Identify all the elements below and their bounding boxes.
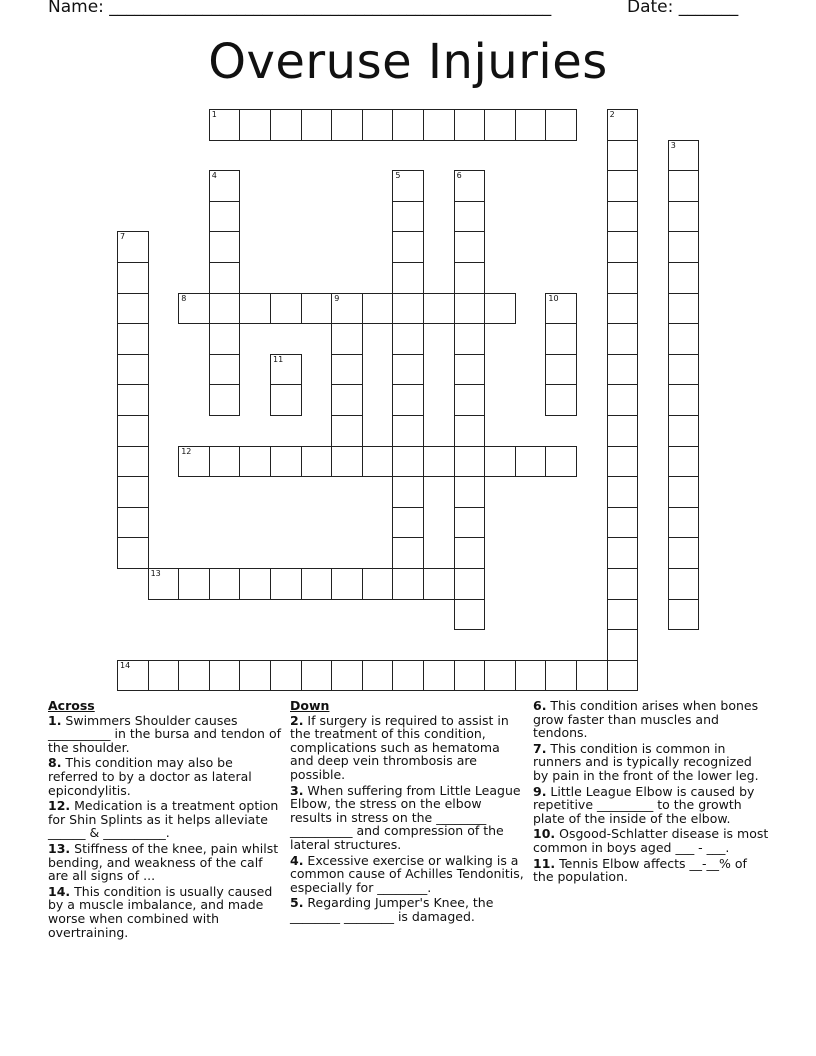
grid-cell[interactable] — [331, 568, 363, 600]
grid-cell[interactable] — [607, 170, 639, 202]
grid-cell[interactable] — [454, 446, 486, 478]
grid-cell[interactable] — [607, 231, 639, 263]
clues-across — [48, 699, 284, 941]
grid-cell[interactable] — [668, 140, 700, 172]
grid-cell[interactable] — [607, 354, 639, 386]
grid-cell[interactable] — [454, 323, 486, 355]
grid-cell[interactable] — [484, 109, 516, 141]
grid-cell[interactable] — [545, 660, 577, 692]
grid-cell[interactable] — [301, 293, 333, 325]
grid-cell[interactable] — [331, 660, 363, 692]
grid-cell[interactable] — [148, 660, 180, 692]
clue-number-label: 7. — [533, 740, 547, 756]
grid-cell[interactable] — [392, 323, 424, 355]
clue-number-label: 6. — [533, 698, 547, 713]
grid-cell[interactable] — [209, 660, 241, 692]
grid-cell[interactable] — [454, 293, 486, 325]
grid-cell[interactable] — [239, 660, 271, 692]
clue-text: If surgery is required to assist in the treatment of this condition, complications such as hematoma and deep vein thrombosis are possible. — [290, 712, 509, 782]
grid-cell[interactable] — [668, 415, 700, 447]
grid-cell[interactable] — [301, 446, 333, 478]
grid-cell[interactable] — [392, 660, 424, 692]
grid-cell[interactable] — [484, 446, 516, 478]
grid-cell[interactable] — [668, 384, 700, 416]
grid-cell[interactable] — [362, 660, 394, 692]
grid-cell[interactable] — [117, 384, 149, 416]
grid-cell[interactable] — [668, 323, 700, 355]
clue-number-label: 5. — [290, 895, 304, 911]
grid-cell[interactable] — [607, 599, 639, 631]
clue-number: 14 — [120, 660, 131, 670]
name-field[interactable]: Name: ____________________________________________________ — [48, 0, 552, 17]
clue-number-label: 10. — [533, 826, 556, 842]
grid-cell[interactable] — [270, 384, 302, 416]
grid-cell[interactable] — [668, 446, 700, 478]
grid-cell[interactable] — [545, 109, 577, 141]
grid-cell[interactable] — [331, 293, 363, 325]
grid-cell[interactable] — [117, 231, 149, 263]
clue-text: Excessive exercise or walking is a common cause of Achilles Tendonitis, especially for ________. — [290, 852, 524, 895]
grid-cell[interactable] — [484, 660, 516, 692]
clue-number: 4 — [211, 171, 217, 181]
grid-cell[interactable] — [545, 293, 577, 325]
grid-cell[interactable] — [117, 415, 149, 447]
grid-cell[interactable] — [392, 415, 424, 447]
grid-cell[interactable] — [392, 568, 424, 600]
clue-number: 2 — [609, 110, 615, 119]
grid-cell[interactable] — [607, 568, 639, 600]
clue-text: This condition arises when bones grow faster than muscles and tendons. — [533, 698, 759, 741]
clue-text: This condition is usually caused by a muscle imbalance, and made worse when combined with overtraining. — [48, 883, 273, 940]
clue-item — [290, 896, 526, 923]
clue-item — [533, 785, 769, 826]
grid-cell[interactable] — [148, 568, 180, 600]
grid-cell[interactable] — [362, 446, 394, 478]
grid-cell[interactable] — [607, 629, 639, 661]
grid-cell[interactable] — [607, 537, 639, 569]
clue-number: 7 — [120, 232, 126, 242]
grid-cell[interactable] — [239, 293, 271, 325]
grid-cell[interactable] — [209, 170, 241, 202]
grid-cell[interactable] — [270, 568, 302, 600]
grid-cell[interactable] — [454, 507, 486, 539]
clue-number-label: 2. — [290, 712, 304, 728]
grid-cell[interactable] — [607, 109, 639, 141]
grid-cell[interactable] — [362, 109, 394, 141]
grid-cell[interactable] — [178, 660, 210, 692]
across-heading: Across — [48, 698, 95, 713]
clue-item — [48, 714, 284, 755]
grid-cell[interactable] — [454, 476, 486, 508]
clue-item — [48, 885, 284, 939]
grid-cell[interactable] — [545, 323, 577, 355]
grid-cell[interactable] — [239, 568, 271, 600]
clue-text: When suffering from Little League Elbow, the stress on the elbow results in stress on the ________ __________ and compression of the lateral structures. — [290, 782, 521, 852]
grid-cell[interactable] — [392, 537, 424, 569]
grid-cell[interactable] — [270, 446, 302, 478]
grid-cell[interactable] — [392, 476, 424, 508]
grid-cell[interactable] — [392, 262, 424, 294]
clue-item — [48, 799, 284, 840]
clue-number: 9 — [334, 293, 340, 303]
clue-text: Regarding Jumper's Knee, the ________ ________ is damaged. — [290, 895, 494, 924]
grid-cell[interactable] — [301, 568, 333, 600]
clue-number: 8 — [181, 293, 187, 303]
clue-number-label: 3. — [290, 782, 304, 798]
grid-cell[interactable] — [392, 507, 424, 539]
grid-cell[interactable] — [117, 262, 149, 294]
grid-cell[interactable] — [331, 415, 363, 447]
grid-cell[interactable] — [270, 293, 302, 325]
grid-cell[interactable] — [668, 354, 700, 386]
grid-cell[interactable] — [209, 568, 241, 600]
clue-number-label: 9. — [533, 783, 547, 799]
grid-cell[interactable] — [209, 446, 241, 478]
grid-cell[interactable] — [454, 537, 486, 569]
grid-cell[interactable] — [454, 201, 486, 233]
clue-text: Tennis Elbow affects __-__% of the population. — [533, 855, 747, 885]
clue-item — [290, 854, 526, 895]
grid-cell[interactable] — [117, 660, 149, 692]
clue-number: 5 — [395, 171, 401, 181]
grid-cell[interactable] — [331, 384, 363, 416]
grid-cell[interactable] — [454, 170, 486, 202]
clue-item — [48, 756, 284, 797]
grid-cell[interactable] — [423, 446, 455, 478]
down-clue-list-continued — [533, 699, 769, 884]
grid-cell[interactable] — [668, 476, 700, 508]
clue-item — [533, 827, 769, 854]
across-clue-list — [48, 714, 284, 940]
grid-cell[interactable] — [178, 568, 210, 600]
page-title: Overuse Injuries — [208, 34, 608, 90]
grid-cell[interactable] — [392, 201, 424, 233]
grid-cell[interactable] — [668, 170, 700, 202]
grid-cell[interactable] — [576, 660, 608, 692]
clue-item — [533, 699, 769, 740]
grid-cell[interactable] — [423, 660, 455, 692]
grid-cell[interactable] — [331, 109, 363, 141]
grid-cell[interactable] — [392, 231, 424, 263]
grid-cell[interactable] — [270, 109, 302, 141]
clue-item — [48, 842, 284, 883]
grid-cell[interactable] — [362, 568, 394, 600]
grid-cell[interactable] — [668, 231, 700, 263]
down-heading: Down — [290, 698, 330, 713]
grid-cell[interactable] — [607, 476, 639, 508]
clue-number-label: 12. — [48, 798, 71, 814]
grid-cell[interactable] — [515, 446, 547, 478]
grid-cell[interactable] — [270, 354, 302, 386]
clue-text: Osgood-Schlatter disease is most common in boys aged ___ - ___. — [533, 826, 769, 855]
grid-cell[interactable] — [331, 446, 363, 478]
grid-cell[interactable] — [117, 476, 149, 508]
grid-cell[interactable] — [515, 660, 547, 692]
grid-cell[interactable] — [607, 446, 639, 478]
grid-cell[interactable] — [545, 354, 577, 386]
grid-cell[interactable] — [607, 140, 639, 172]
clue-number: 10 — [548, 293, 559, 303]
grid-cell[interactable] — [668, 201, 700, 233]
grid-cell[interactable] — [668, 293, 700, 325]
grid-cell[interactable] — [301, 109, 333, 141]
grid-cell[interactable] — [607, 293, 639, 325]
clue-number: 11 — [273, 354, 284, 364]
clue-item — [533, 742, 769, 783]
grid-cell[interactable] — [392, 384, 424, 416]
grid-cell[interactable] — [515, 109, 547, 141]
grid-cell[interactable] — [668, 599, 700, 631]
clue-number-label: 4. — [290, 852, 304, 868]
clue-text: This condition is common in runners and is typically recognized by pain in the front of the lower leg. — [533, 740, 759, 783]
clue-number: 13 — [150, 569, 161, 578]
grid-cell[interactable] — [392, 170, 424, 202]
grid-cell[interactable] — [607, 201, 639, 233]
grid-cell[interactable] — [209, 323, 241, 355]
grid-cell[interactable] — [178, 293, 210, 325]
grid-cell[interactable] — [392, 109, 424, 141]
grid-cell[interactable] — [454, 384, 486, 416]
clue-number: 12 — [181, 446, 192, 456]
grid-cell[interactable] — [668, 537, 700, 569]
grid-cell[interactable] — [607, 507, 639, 539]
grid-cell[interactable] — [454, 660, 486, 692]
grid-cell[interactable] — [668, 568, 700, 600]
clue-text: Stiffness of the knee, pain whilst bending, and weakness of the calf are all signs of ... — [48, 840, 279, 884]
grid-cell[interactable] — [209, 293, 241, 325]
grid-cell[interactable] — [117, 446, 149, 478]
grid-cell[interactable] — [178, 446, 210, 478]
grid-cell[interactable] — [209, 262, 241, 294]
clue-number-label: 11. — [533, 855, 556, 871]
grid-cell[interactable] — [668, 262, 700, 294]
grid-cell[interactable] — [209, 384, 241, 416]
grid-cell[interactable] — [209, 109, 241, 141]
grid-cell[interactable] — [607, 262, 639, 294]
grid-cell[interactable] — [117, 537, 149, 569]
grid-cell[interactable] — [270, 660, 302, 692]
grid-cell[interactable] — [117, 323, 149, 355]
grid-cell[interactable] — [668, 507, 700, 539]
clue-item — [290, 714, 526, 782]
date-field[interactable]: Date: _______ — [627, 0, 739, 17]
grid-cell[interactable] — [423, 293, 455, 325]
grid-cell[interactable] — [117, 293, 149, 325]
clue-item — [290, 784, 526, 852]
clue-text: This condition may also be referred to by a doctor as lateral epicondylitis. — [48, 755, 252, 798]
grid-cell[interactable] — [454, 262, 486, 294]
clue-number: 3 — [670, 140, 676, 150]
grid-cell[interactable] — [454, 568, 486, 600]
clue-number-label: 8. — [48, 755, 62, 771]
grid-cell[interactable] — [209, 354, 241, 386]
grid-cell[interactable] — [209, 231, 241, 263]
grid-cell[interactable] — [607, 415, 639, 447]
grid-cell[interactable] — [117, 507, 149, 539]
grid-cell[interactable] — [607, 660, 639, 692]
grid-cell[interactable] — [607, 323, 639, 355]
grid-cell[interactable] — [209, 201, 241, 233]
grid-cell[interactable] — [117, 354, 149, 386]
clue-number-label: 13. — [48, 840, 71, 856]
grid-cell[interactable] — [423, 568, 455, 600]
clue-number: 6 — [456, 171, 462, 181]
grid-cell[interactable] — [392, 446, 424, 478]
grid-cell[interactable] — [239, 109, 271, 141]
clue-item — [533, 857, 769, 884]
grid-cell[interactable] — [301, 660, 333, 692]
grid-cell[interactable] — [454, 109, 486, 141]
grid-cell[interactable] — [545, 446, 577, 478]
grid-cell[interactable] — [423, 109, 455, 141]
grid-cell[interactable] — [239, 446, 271, 478]
grid-cell[interactable] — [331, 354, 363, 386]
grid-cell[interactable] — [362, 293, 394, 325]
clue-text: Swimmers Shoulder causes __________ in the bursa and tendon of the shoulder. — [48, 712, 282, 755]
grid-cell[interactable] — [545, 384, 577, 416]
clue-number: 1 — [211, 110, 217, 119]
grid-cell[interactable] — [454, 599, 486, 631]
clue-text: Medication is a treatment option for Shin Splints as it helps alleviate ______ & __________. — [48, 798, 279, 841]
grid-cell[interactable] — [331, 323, 363, 355]
grid-cell[interactable] — [484, 293, 516, 325]
clue-text: Little League Elbow is caused by repetitive _________ to the growth plate of the inside of the elbow. — [533, 783, 755, 826]
clue-number-label: 1. — [48, 712, 62, 728]
grid-cell[interactable] — [454, 415, 486, 447]
clues-down-continued — [533, 699, 769, 886]
grid-cell[interactable] — [607, 384, 639, 416]
grid-cell[interactable] — [392, 354, 424, 386]
clue-number-label: 14. — [48, 883, 71, 899]
clues-down — [290, 699, 526, 926]
grid-cell[interactable] — [454, 231, 486, 263]
down-clue-list — [290, 714, 526, 924]
grid-cell[interactable] — [454, 354, 486, 386]
grid-cell[interactable] — [392, 293, 424, 325]
